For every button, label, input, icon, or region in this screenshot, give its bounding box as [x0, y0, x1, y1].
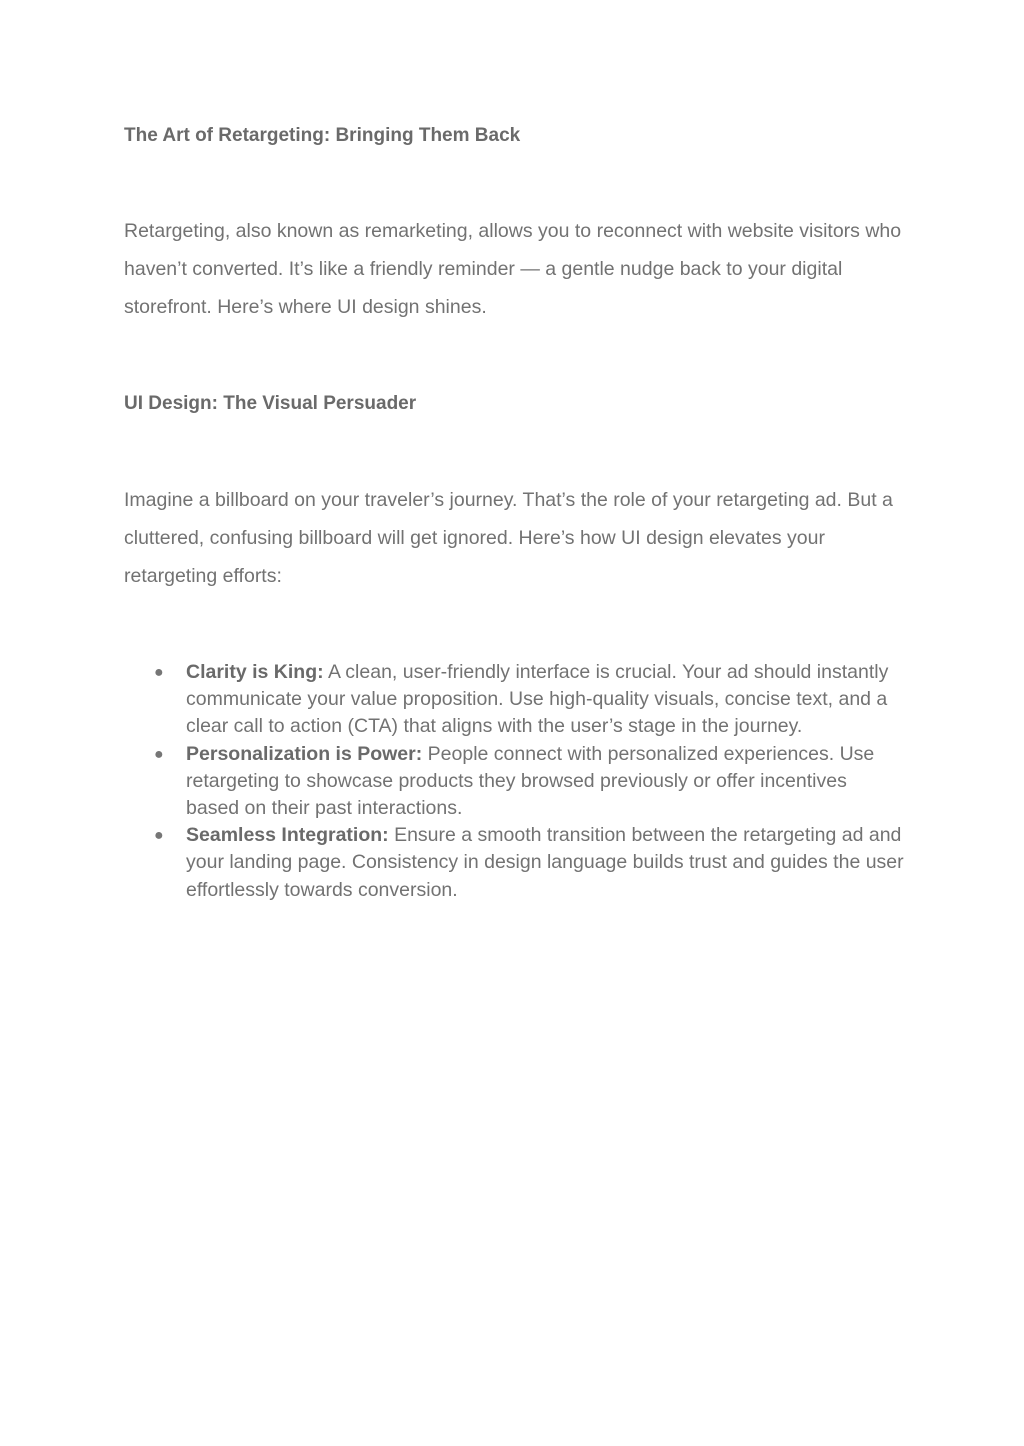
section-heading-ui-design: UI Design: The Visual Persuader [124, 393, 417, 414]
bullet-text: Ensure a smooth transition between the retargeting ad and your landing page. Consistency in design language builds trust and guides the user effortlessly towards conversion. [186, 824, 904, 901]
bullet-dot-icon: ● [154, 745, 164, 763]
bullet-text: People connect with personalized experiences. Use retargeting to showcase products they browsed previously or offer incentives based on their past interactions. [186, 742, 875, 820]
bullet-dot-icon: ● [154, 664, 164, 681]
bullet-title: Seamless Integration: [186, 824, 389, 847]
paragraph-retargeting-intro: Retargeting, also known as remarketing, allows you to reconnect with website visitors who haven’t converted. It’s like a friendly reminder — a gentle nudge back to your digital storefront. Here’s where UI design shines. [124, 220, 902, 318]
bullet-item-clarity [124, 659, 904, 741]
section-heading-retargeting: The Art of Retargeting: Bringing Them Back [124, 125, 521, 146]
bullet-dot-icon: ● [154, 827, 164, 845]
bullet-item-integration [124, 822, 904, 904]
bullet-text: A clean, user-friendly interface is crucial. Your ad should instantly communicate your value proposition. Use high-quality visuals, concise text, and a clear call to action (CTA) that aligns with the user’s stage in the journey. [186, 661, 889, 738]
bullet-list [124, 659, 904, 904]
bullet-title: Clarity is King: [186, 661, 324, 683]
bullet-title: Personalization is Power: [186, 742, 423, 765]
paragraph-ui-design-intro: Imagine a billboard on your traveler’s journey. That’s the role of your retargeting ad. But a cluttered, confusing billboard will get ignored. Here’s how UI design elevates your retargeting efforts: [124, 489, 893, 587]
bullet-item-personalization [124, 741, 904, 823]
